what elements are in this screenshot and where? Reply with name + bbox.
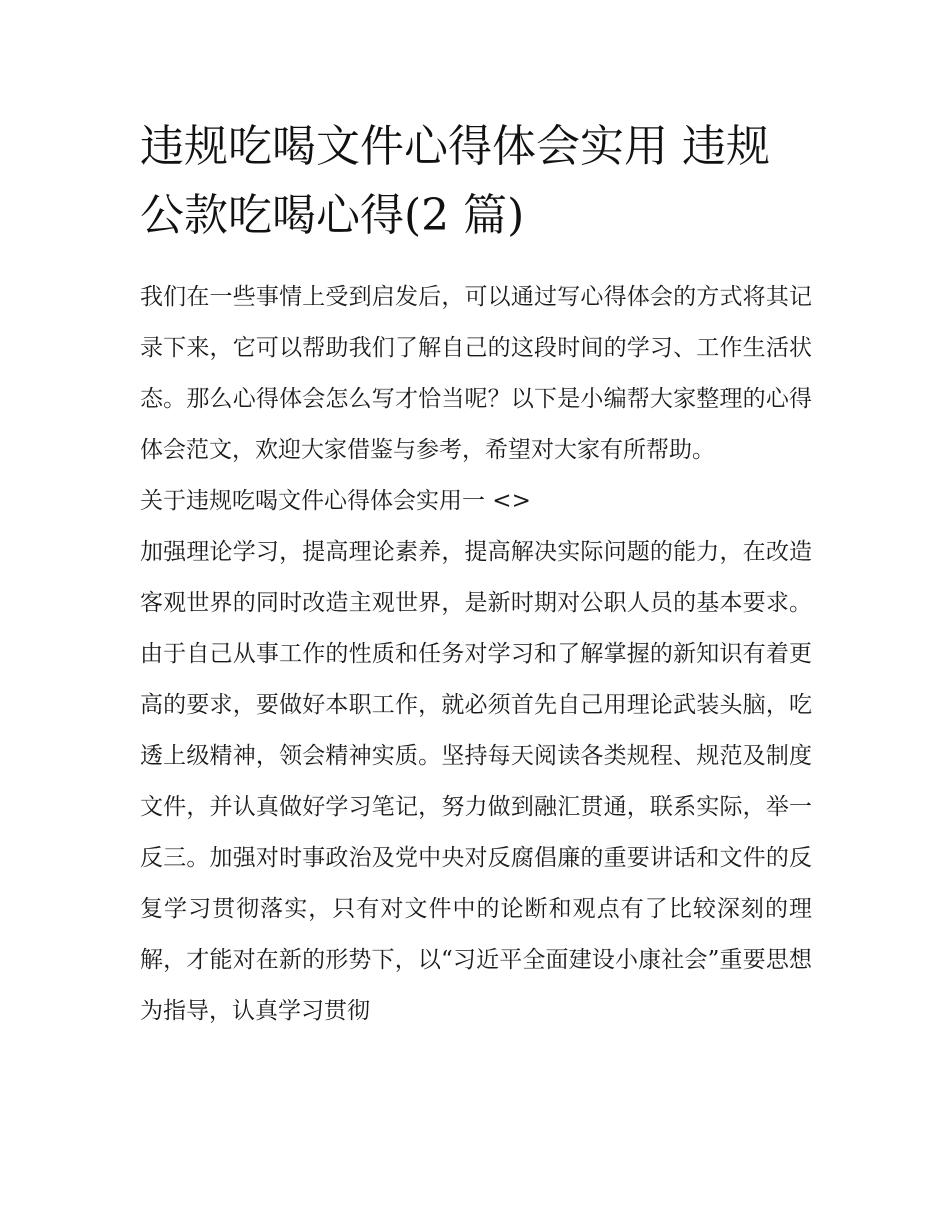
section-body-paragraph: 加强理论学习，提高理论素养，提高解决实际问题的能力，在改造客观世界的同时改造主观世界，是新时期对公职人员的基本要求。由于自己从事工作的性质和任务对学习和了解掌握的新知识有着更高的要求，要做好本职工作，就必须首先自己用理论武装头脑，吃透上级精神，领会精神实质。坚持每天阅读各类规程、规范及制度文件，并认真做好学习笔记，努力做到融汇贯通，联系实际，举一反三。加强对时事政治及党中央对反腐倡廉的重要讲话和文件的反复学习贯彻落实，只有对文件中的论断和观点有了比较深刻的理解，才能对在新的形势下，以“习近平全面建设小康社会”重要思想为指导，认真学习贯彻 (140, 539, 812, 1024)
section-heading: 关于违规吃喝文件心得体会实用一 <> (140, 488, 531, 514)
document-title: 违规吃喝文件心得体会实用 违规公款吃喝心得(2 篇) (140, 121, 770, 241)
intro-paragraph: 我们在一些事情上受到启发后，可以通过写心得体会的方式将其记录下来，它可以帮助我们了解自己的这段时间的学习、工作生活状态。那么心得体会怎么写才恰当呢？以下是小编帮大家整理的心得体会范文，欢迎大家借鉴与参考，希望对大家有所帮助。 (140, 284, 812, 463)
document-content (140, 112, 812, 1037)
